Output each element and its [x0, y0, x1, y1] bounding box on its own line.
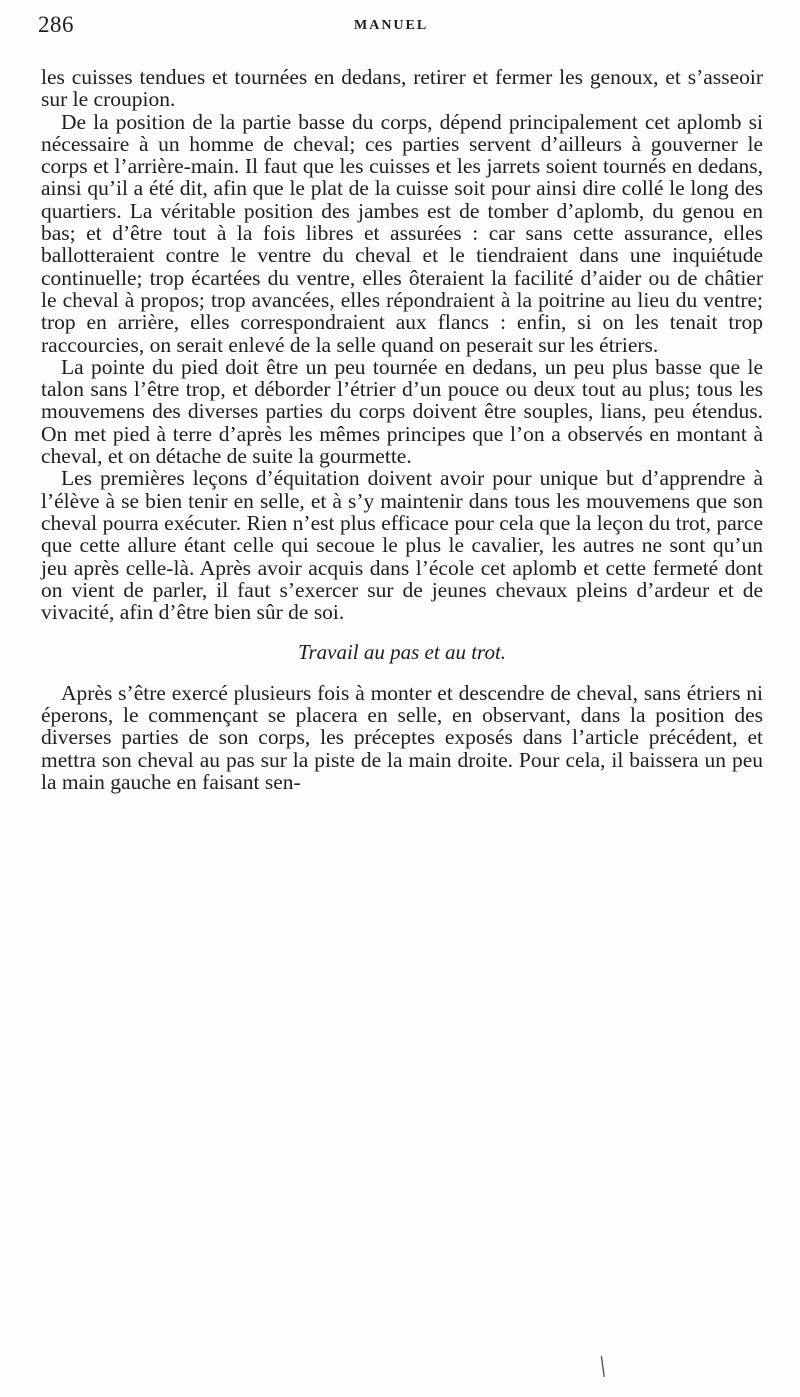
- paragraph-continuation: les cuisses tendues et tournées en dedans, retirer et fermer les genoux, et s’asseoir sur le croupion.: [41, 65, 763, 112]
- running-head: MANUEL: [354, 18, 429, 33]
- ink-mark-icon: ╱: [593, 1355, 613, 1378]
- page-header: [38, 6, 762, 46]
- paragraph-travail: Après s’être exercé plusieurs fois à monter et descendre de cheval, sans étriers ni éperons, le commençant se placera en selle, en observant, dans la position des diverses parties de son corps, les préceptes exposés dans l’article précédent, et mettra son cheval au pas sur la piste de la main droite. Pour cela, il baissera un peu la main gauche en faisant sen-: [41, 680, 763, 794]
- page-number: 286: [38, 12, 74, 37]
- paragraph-lessons: Les premières leçons d’équitation doivent avoir pour unique but d’apprendre à l’élève à se bien tenir en selle, et à s’y maintenir dans tous les mouvemens que son cheval pourra exécuter. Rien n’est plus efficace pour cela que la leçon du trot, parce que cette allure étant celle qui secoue le plus le cavalier, les autres ne sont qu’un jeu après celle-là. Après avoir acquis dans l’école cet aplomb et cette fermeté dont on vient de parler, il faut s’exercer sur de jeunes chevaux pleins d’ardeur et de vivacité, afin d’être bien sûr de soi.: [41, 466, 763, 625]
- paragraph-position: De la position de la partie basse du corps, dépend principalement cet aplomb si nécessaire à un homme de cheval; ces parties servent d’ailleurs à gouverner le corps et l’arrière-main. Il faut que les cuisses et les jarrets soient tournés en dedans, ainsi qu’il a été dit, afin que le plat de la cuisse soit pour ainsi dire collé le long des quartiers. La véritable position des jambes est de tomber d’aplomb, du genou en bas; et d’être tout à la fois libres et assurées : car sans cette assurance, elles ballotteraient contre le ventre du cheval et le tiendraient dans une inquiétude continuelle; trop écartées du ventre, elles ôteraient la facilité d’aider ou de châtier le cheval à propos; trop avancées, elles répondraient à la poitrine au lieu du ventre; trop en arrière, elles correspondraient aux flancs : enfin, si on les tenait trop raccourcies, on serait enlevé de la selle quand on peserait sur les étriers.: [41, 109, 763, 357]
- section-subheading: Travail au pas et au trot.: [297, 640, 507, 665]
- body-text: [41, 66, 763, 793]
- paragraph-foot: La pointe du pied doit être un peu tournée en dedans, un peu plus basse que le talon sans l’être trop, et déborder l’étrier d’un pouce ou deux tout au plus; tous les mouvemens des diverses parties du corps doivent être souples, lians, peu étendus. On met pied à terre d’après les mêmes principes que l’on a observés en montant à cheval, et on détache de suite la gourmette.: [41, 354, 763, 469]
